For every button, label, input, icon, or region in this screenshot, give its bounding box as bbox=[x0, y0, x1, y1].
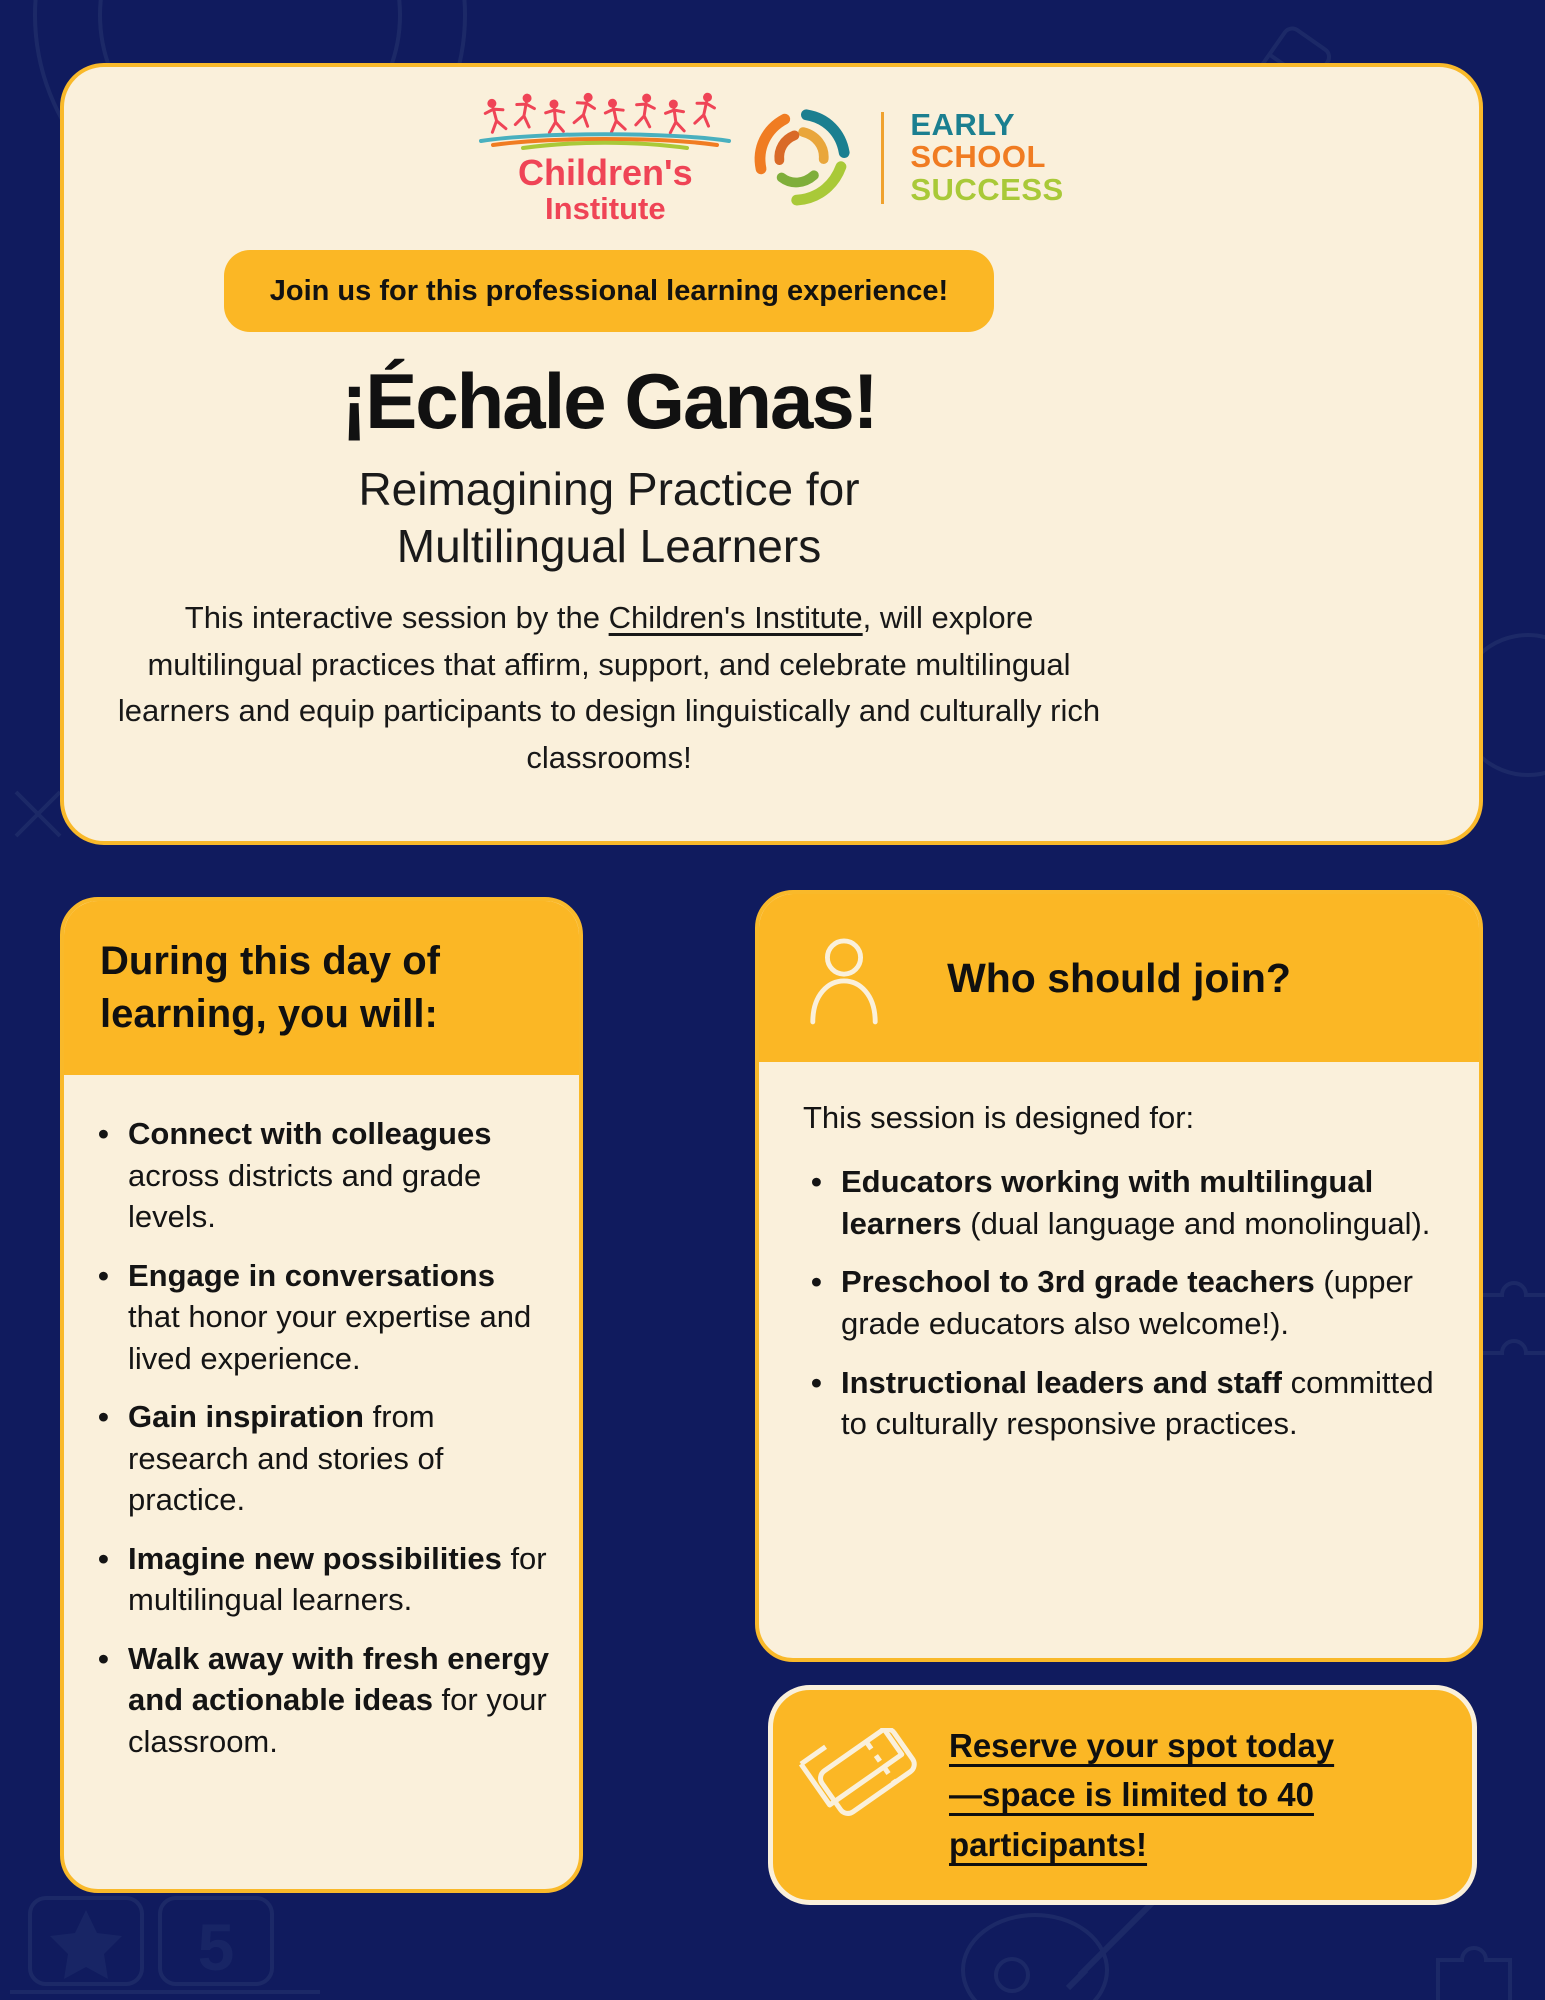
join-banner: Join us for this professional learning experience! bbox=[224, 250, 994, 332]
who-should-join-body bbox=[759, 1062, 1479, 1445]
bullet-bold-text: Educators working with multilingual learners bbox=[841, 1164, 1374, 1241]
page-title: ¡Échale Ganas! bbox=[341, 357, 877, 445]
bullet-rest-text: (dual language and monolingual). bbox=[961, 1205, 1431, 1241]
list-item bbox=[90, 1396, 553, 1521]
page-subtitle bbox=[64, 461, 1154, 575]
reserve-line-2: —space is limited to 40 bbox=[949, 1776, 1314, 1814]
bullet-rest-text: that honor your expertise and lived experience. bbox=[128, 1299, 532, 1376]
ess-word-success: SUCCESS bbox=[910, 171, 1064, 207]
who-should-join-header bbox=[759, 894, 1479, 1062]
ticket-icon bbox=[799, 1728, 919, 1858]
list-item bbox=[803, 1261, 1439, 1344]
reserve-line-1: Reserve your spot today bbox=[949, 1726, 1335, 1764]
reserve-spot-text[interactable] bbox=[949, 1721, 1472, 1870]
learning-outcomes-header: During this day of learning, you will: bbox=[64, 901, 579, 1075]
person-outline-icon bbox=[805, 932, 883, 1026]
bullet-bold-text: Engage in conversations bbox=[128, 1257, 495, 1293]
subtitle-line-1: Reimagining Practice for bbox=[358, 463, 860, 515]
bullet-rest-text: across districts and grade levels. bbox=[128, 1157, 482, 1235]
audience-list bbox=[803, 1161, 1439, 1444]
bullet-bold-text: Preschool to 3rd grade teachers bbox=[841, 1264, 1315, 1300]
learning-outcomes-body bbox=[64, 1075, 579, 1762]
bullet-bold-text: Connect with colleagues bbox=[128, 1116, 492, 1151]
bullet-bold-text: Instructional leaders and staff bbox=[841, 1364, 1282, 1400]
bullet-rest-text: committed to culturally responsive practices. bbox=[841, 1364, 1434, 1442]
bullet-rest-text: (upper grade educators also welcome!). bbox=[841, 1264, 1414, 1341]
bullet-rest-text: for your classroom. bbox=[128, 1682, 547, 1759]
logo-row bbox=[64, 91, 1479, 224]
list-item bbox=[90, 1638, 553, 1763]
designed-for-intro: This session is designed for: bbox=[803, 1100, 1195, 1135]
jumping-children-icon bbox=[479, 91, 731, 153]
list-item bbox=[90, 1255, 553, 1380]
pinwheel-swirl-icon bbox=[747, 104, 855, 212]
learning-outcomes-card bbox=[60, 897, 583, 1893]
bullet-rest-text: from research and stories of practice. bbox=[128, 1399, 444, 1518]
subtitle-line-2: Multilingual Learners bbox=[396, 520, 822, 573]
learning-outcomes-list bbox=[90, 1113, 553, 1762]
list-item bbox=[803, 1161, 1439, 1244]
svg-text:5: 5 bbox=[197, 1910, 235, 1984]
header-card bbox=[60, 63, 1483, 845]
ess-word-early: EARLY bbox=[910, 106, 1016, 142]
reserve-line-3: participants! bbox=[949, 1825, 1148, 1863]
who-should-join-card bbox=[755, 890, 1483, 1662]
list-item bbox=[90, 1538, 553, 1621]
reserve-spot-banner bbox=[768, 1685, 1477, 1905]
early-school-success-logo bbox=[910, 106, 1064, 207]
logo-divider bbox=[881, 112, 884, 204]
bullet-bold-text: Walk away with fresh energy and actionable ideas bbox=[128, 1640, 549, 1718]
who-should-join-title: Who should join? bbox=[947, 954, 1291, 1001]
description-suffix: , will explore multilingual practices that affirm, support, and celebrate multilingual learners and equip participants to design linguistically and culturally rich classrooms! bbox=[117, 600, 1101, 775]
childrens-institute-link[interactable]: Children's Institute bbox=[608, 600, 863, 636]
childrens-institute-logo bbox=[479, 91, 731, 224]
session-description bbox=[114, 595, 1104, 781]
childrens-institute-name: Children's bbox=[518, 152, 693, 193]
bullet-bold-text: Imagine new possibilities bbox=[128, 1540, 502, 1576]
list-item bbox=[803, 1362, 1439, 1445]
bullet-bold-text: Gain inspiration bbox=[128, 1399, 364, 1435]
ticket-icon-wrap bbox=[799, 1728, 919, 1863]
childrens-institute-sub: Institute bbox=[545, 191, 666, 226]
list-item bbox=[90, 1113, 553, 1238]
description-prefix: This interactive session by the bbox=[184, 600, 609, 636]
bullet-rest-text: for multilingual learners. bbox=[128, 1540, 547, 1618]
header-content bbox=[64, 224, 1154, 781]
ess-word-school: SCHOOL bbox=[910, 139, 1046, 175]
